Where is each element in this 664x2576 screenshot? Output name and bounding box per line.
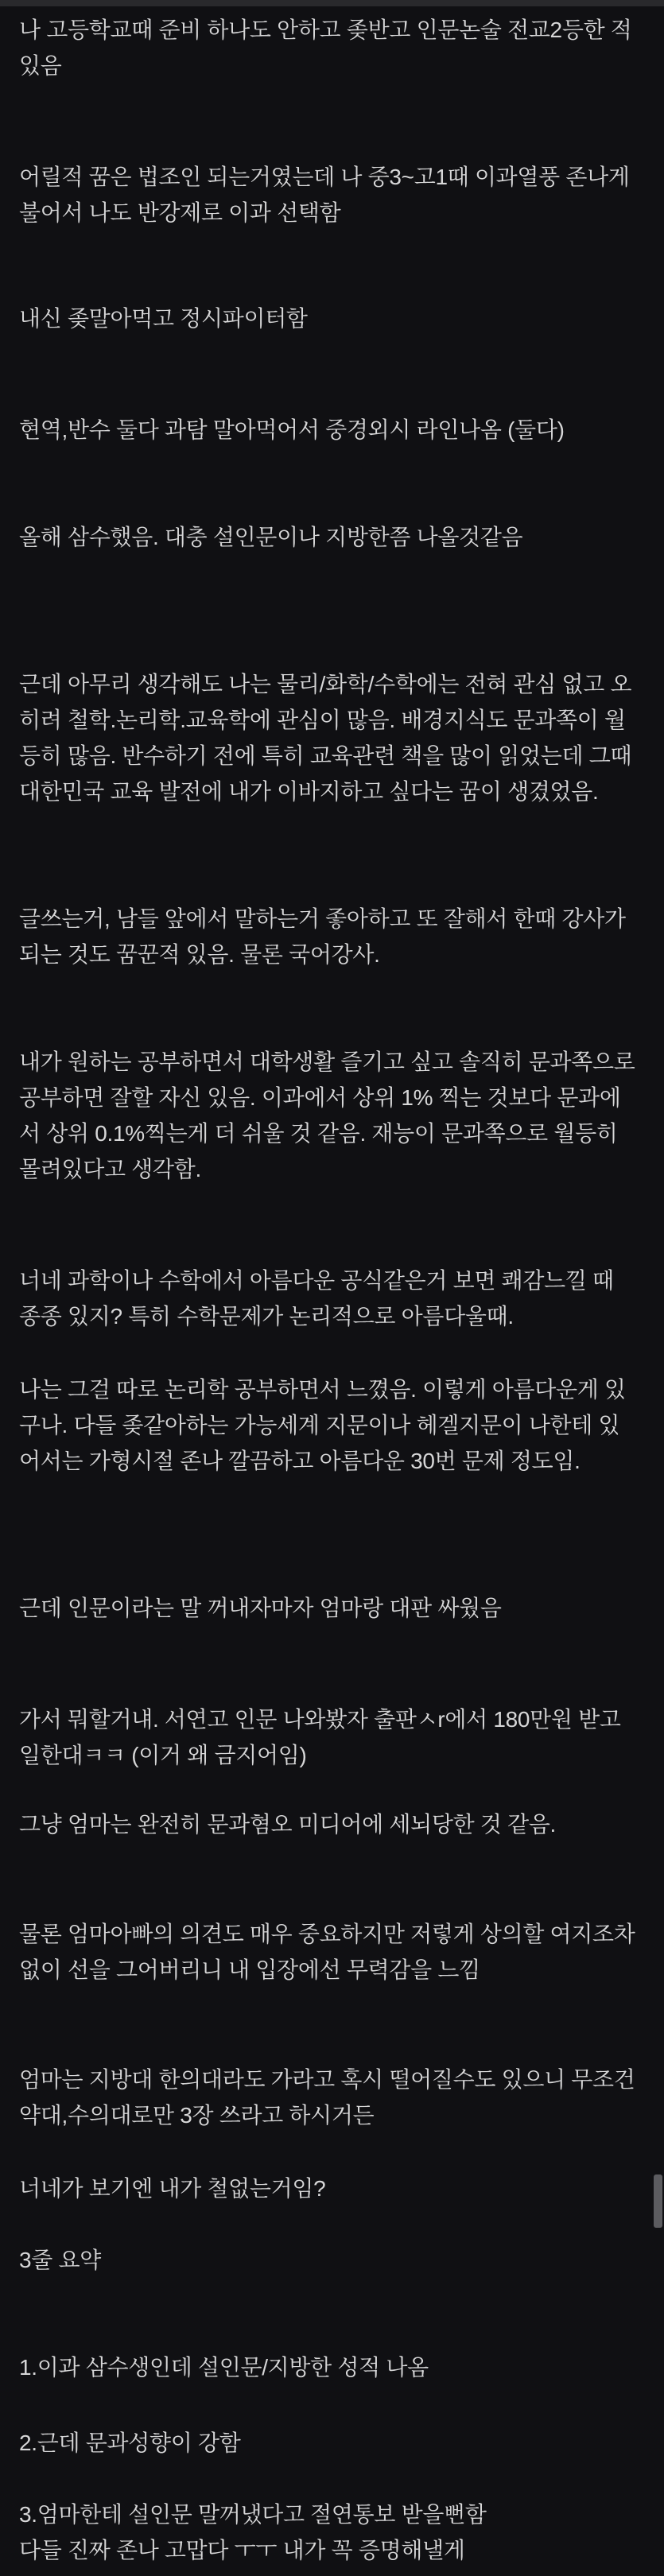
post-paragraph-intro: 나 고등학교때 준비 하나도 안하고 좆반고 인문논술 전교2등한 적 있음 <box>19 17 632 78</box>
post-paragraph-this-year: 올해 삼수했음. 대충 설인문이나 지방한쯤 나올것같음 <box>19 525 523 549</box>
post-paragraph-question-to-readers: 너네가 보기엔 내가 철없는거임? <box>19 2176 326 2201</box>
post-paragraph-media-brainwash: 그냥 엄마는 완전히 문과혐오 미디어에 세뇌당한 것 같음. <box>19 1812 557 1837</box>
post-summary-heading: 3줄 요약 <box>19 2248 101 2272</box>
post-paragraph-mom-quote: 가서 뭐할거냬. 서연고 인문 나와봤자 출판ㅅr에서 180만원 받고 일한대ㅋㅋ (이거 왜 금지어임) <box>19 1707 621 1767</box>
post-paragraph-writing-speaking: 글쓰는거, 남들 앞에서 말하는거 좋아하고 또 잘해서 한때 강사가 되는 것도 꿈꾼적 있음. 물론 국어강사. <box>19 906 626 967</box>
post-paragraph-mom-demands: 엄마는 지방대 한의대라도 가라고 혹시 떨어질수도 있으니 무조건 약대,수의대로만 3장 쓰라고 하시거든 <box>19 2067 635 2128</box>
post-paragraph-childhood-dream: 어릴적 꿈은 법조인 되는거였는데 나 중3~고1때 이과열풍 존나게 불어서 나도 반강제로 이과 선택함 <box>19 165 630 225</box>
post-paragraph-fight-with-mom: 근데 인문이라는 말 꺼내자마자 엄마랑 대판 싸웠음 <box>19 1596 502 1620</box>
post-paragraph-logic-beauty: 나는 그걸 따로 논리학 공부하면서 느꼈음. 이렇게 아름다운게 있구나. 다들 좆같아하는 가능세계 지문이나 헤겔지문이 나한테 있어서는 가형시절 존나 깔끔하고 아름다운 30번 문제 정도임. <box>19 1377 626 1473</box>
post-paragraph-confidence: 내가 원하는 공부하면서 대학생활 즐기고 싶고 솔직히 문과쪽으로 공부하면 잘할 자신 있음. 이과에서 상위 1% 찍는 것보다 문과에서 상위 0.1%찍는게 더 쉬울 것 같음. 재능이 문과쪽으로 월등히 몰려있다고 생각함. <box>19 1049 635 1181</box>
post-paragraph-beauty-question: 너네 과학이나 수학에서 아름다운 공식같은거 보면 쾌감느낄 때 종종 있지? 특히 수학문제가 논리적으로 아름다울때. <box>19 1268 614 1329</box>
post-paragraph-helplessness: 물론 엄마아빠의 의견도 매우 중요하지만 저렇게 상의할 여지조차 없이 선을 그어버리니 내 입장에선 무력감을 느낌 <box>19 1922 635 1982</box>
scrollbar-thumb[interactable] <box>654 2174 662 2228</box>
post-paragraph-interests: 근데 아무리 생각해도 나는 물리/화학/수학에는 전혀 관심 없고 오히려 철학.논리학.교육학에 관심이 많음. 배경지식도 문과쪽이 월등히 많음. 반수하기 전에 특히 교육관련 책을 많이 읽었는데 그때 대한민국 교육 발전에 내가 이바지하고 싶다는 꿈이 생겼었음. <box>19 672 632 804</box>
post-paragraph-naesin: 내신 좆말아먹고 정시파이터함 <box>19 306 308 331</box>
post-summary-line-2: 2.근데 문과성향이 강함 <box>19 2431 241 2455</box>
post-summary-line-3: 3.엄마한테 설인문 말꺼냈다고 절연통보 받을뻔함 <box>19 2502 487 2527</box>
post-paragraph-exam-results: 현역,반수 둘다 과탐 말아먹어서 중경외시 라인나옴 (둘다) <box>19 417 565 442</box>
post-paragraph-thanks: 다들 진짜 존나 고맙다 ㅜㅜ 내가 꼭 증명해낼게 <box>19 2538 465 2562</box>
post-summary-line-1: 1.이과 삼수생인데 설인문/지방한 성적 나옴 <box>19 2355 429 2380</box>
